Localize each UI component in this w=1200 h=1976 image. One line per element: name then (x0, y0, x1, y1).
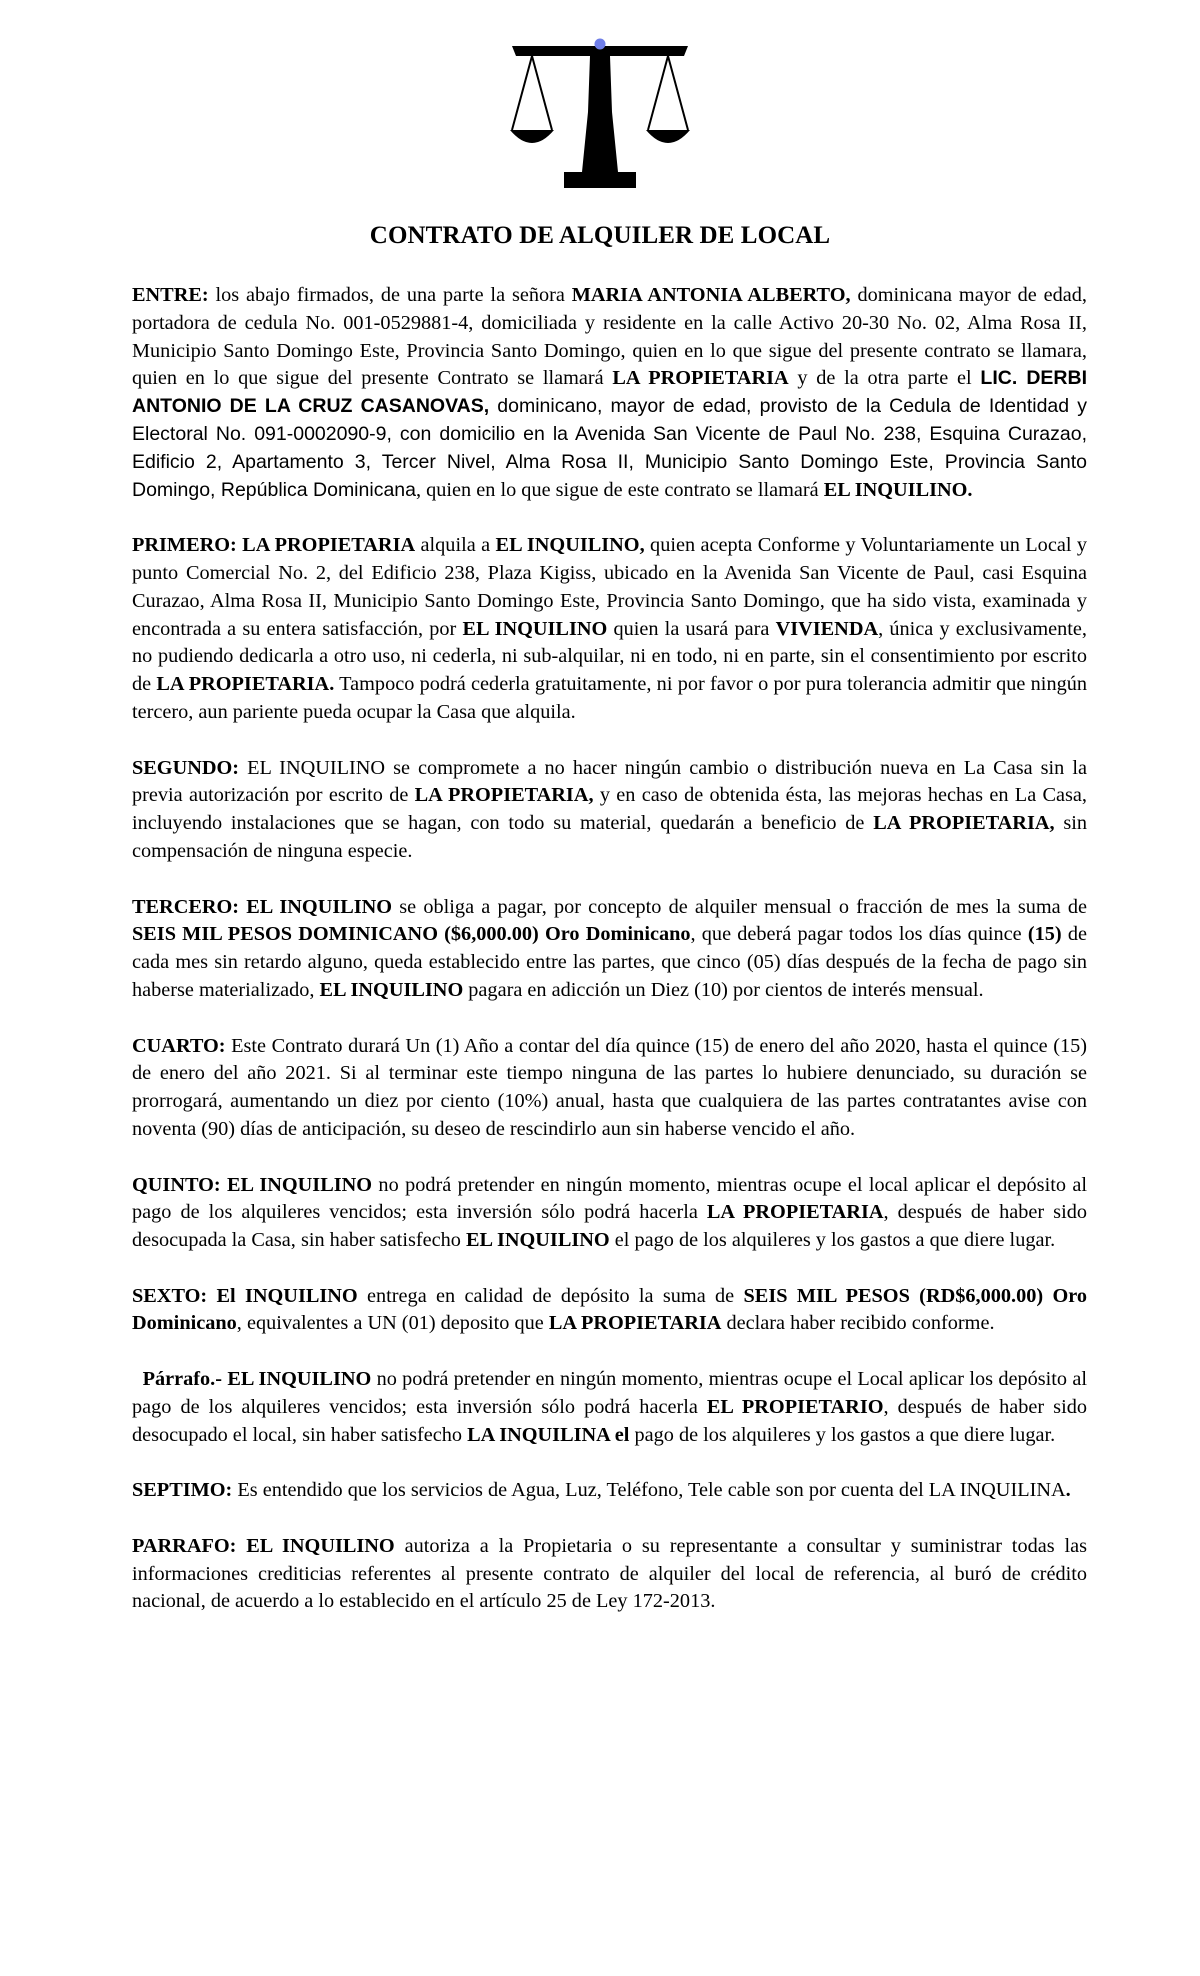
party-name: MARIA ANTONIA ALBERTO, (571, 284, 851, 306)
clause-text: , después de haber sido desocupado el local, sin haber satisfecho (132, 1395, 1087, 1446)
clause-text: , quien en lo que sigue de este contrato se llamará (415, 478, 824, 501)
party-role: EL INQUILINO (220, 1173, 373, 1196)
clause-label: ENTRE: (132, 284, 209, 306)
clause-cuarto (132, 1033, 1087, 1144)
party-role: LA PROPIETARIA, (414, 784, 594, 807)
party-role: EL INQUILINO (465, 1229, 610, 1252)
rent-amount: SEIS MIL PESOS DOMINICANO ($6,000.00) Oro Dominicano (132, 923, 691, 946)
clause-text: autoriza a la Propietaria o su representante a consultar y suministrar todas las informaciones crediticias referentes al presente contrato de alquiler del local de referencia, al buró de crédito nacional, de acuerdo a lo establecido en el artículo 25 de Ley 172-2013. (132, 1534, 1087, 1613)
party-role: LA INQUILINA el (467, 1423, 630, 1446)
clause-text: , después de haber sido desocupada la Casa, sin haber satisfecho (132, 1201, 1087, 1252)
document-title: CONTRATO DE ALQUILER DE LOCAL (369, 222, 831, 249)
clause-text: declara haber recibido conforme. (721, 1312, 995, 1335)
clause-label: PRIMERO: (132, 534, 237, 557)
party-role: EL INQUILINO (236, 1534, 395, 1557)
clause-text: no podrá pretender en ningún momento, mientras ocupe el Local aplicar los depósito al pago de los alquileres vencidos; esta inversión sólo podrá hacerla (132, 1368, 1087, 1418)
party-role: LA PROPIETARIA, (873, 812, 1055, 835)
clause-label: SEXTO: (132, 1284, 208, 1307)
party-role: EL INQUILINO, (495, 534, 645, 557)
clause-text: Es entendido que los servicios de Agua, Luz, Teléfono, Tele cable son por cuenta del LA INQUILINA (232, 1479, 1066, 1502)
document-body (132, 282, 1087, 1644)
clause-text: pagara en adicción un Diez (10) por cientos de interés mensual. (463, 978, 984, 1001)
party-role: LA PROPIETARIA (548, 1312, 722, 1335)
clause-label: SEGUNDO: (132, 756, 240, 779)
clause-text: se obliga a pagar, por concepto de alquiler mensual o fracción de mes la suma de (392, 895, 1087, 918)
clause-text: , equivalentes a UN (01) deposito que (236, 1312, 549, 1335)
party-role: LA PROPIETARIA (612, 367, 789, 390)
clause-label: Párrafo.- (142, 1368, 223, 1391)
clause-text: el pago de los alquileres y los gastos a que diere lugar. (609, 1229, 1056, 1252)
clause-text: entrega en calidad de depósito la suma de (357, 1284, 744, 1307)
clause-label: QUINTO: (132, 1173, 221, 1196)
clause-entre (132, 282, 1087, 504)
clause-text: y de la otra parte el (788, 367, 981, 390)
clause-text: alquila a (415, 534, 496, 557)
clause-text: quien la usará para (607, 617, 776, 640)
clause-text: de cada mes sin retardo alguno, queda establecido entre las partes, que cinco (05) días después de la fecha de pago sin haberse materializado, (132, 923, 1087, 1001)
party-role: LA PROPIETARIA (706, 1201, 884, 1224)
clause-text: Tampoco podrá cederla gratuitamente, ni por favor o por pura tolerancia admitir que ningún tercero, aun pariente pueda ocupar la Casa que alquila. (132, 673, 1088, 723)
clause-text: pago de los alquileres y los gastos a que diere lugar. (629, 1423, 1056, 1446)
clause-text: los abajo firmados, de una parte la señora (208, 284, 572, 306)
clause-text: Este Contrato durará Un (1) Año a contar del día quince (15) de enero del año 2020, hasta el quince (15) de enero del año 2021. Si al terminar este tiempo ninguna de las partes lo hubiere denunciado, su duración se prorrogará, aumentando un diez por ciento (10%) anual, hasta que cualquiera de las partes contratantes avise con noventa (90) días de anticipación, su deseo de rescindirlo aun sin haberse vencido el año. (132, 1034, 1087, 1140)
clause-segundo (132, 755, 1087, 866)
clause-label: SEPTIMO: (132, 1479, 233, 1502)
party-role: EL INQUILINO (239, 895, 393, 918)
clause-text: . (1065, 1479, 1071, 1502)
party-name: LIC. DERBI ANTONIO DE LA CRUZ CASANOVAS, (132, 367, 1088, 418)
deposit-amount: SEIS MIL PESOS (RD$6,000.00) Oro Dominicano (132, 1284, 1087, 1335)
clause-sexto (132, 1283, 1087, 1339)
party-role: LA PROPIETARIA. (156, 673, 335, 696)
party-role: LA PROPIETARIA (236, 534, 416, 557)
party-role: El INQUILINO (207, 1284, 358, 1307)
clause-text: EL INQUILINO se compromete a no hacer ningún cambio o distribución nueva en La Casa sin la previa autorización por escrito de (132, 756, 1087, 807)
scales-of-justice-icon (510, 38, 690, 190)
clause-text: dominicana mayor de edad, portadora de cedula No. 001-0529881-4, domiciliada y residente en la calle Activo 20-30 No. 02, Alma Rosa II, Municipio Santo Domingo Este, Provincia Santo Domingo, quien en lo que sigue del presente contrato se llamara, quien en lo que sigue del presente Contrato se llamará (132, 284, 1087, 390)
clause-tercero (132, 894, 1087, 1005)
party-role: EL INQUILINO (462, 617, 608, 640)
clause-text: y en caso de obtenida ésta, las mejoras hechas en La Casa, incluyendo instalaciones que se hagan, con todo su material, quedarán a beneficio de (132, 784, 1087, 835)
clause-text: quien acepta Conforme y Voluntariamente un Local y punto Comercial No. 2, del Edificio 238, Plaza Kigiss, ubicado en la Avenida San Vicente de Paul, casi Esquina Curazao, Alma Rosa II, Municipio Santo Domingo Este, Provincia Santo Domingo, que ha sido vista, examinada y encontrada a su entera satisfacción, por (132, 534, 1088, 640)
clause-text: sin compensación de ninguna especie. (132, 812, 1087, 862)
clause-quinto (132, 1172, 1087, 1255)
clause-parrafo-deposito (132, 1366, 1087, 1449)
party-role: EL PROPIETARIO (706, 1395, 884, 1418)
party-role: EL INQUILINO (319, 978, 464, 1001)
clause-septimo (132, 1477, 1087, 1505)
clause-text: , única y exclusivamente, no pudiendo dedicarla a otro uso, ni cederla, ni sub-alquilar, ni en todo, ni en parte, sin el consentimiento por escrito de (132, 617, 1087, 696)
party-role: EL INQUILINO. (823, 478, 973, 501)
clause-label: CUARTO: (132, 1034, 226, 1057)
clause-parrafo-credito (132, 1533, 1087, 1616)
clause-text: , que deberá pagar todos los días quince (690, 923, 1028, 946)
clause-label: PARRAFO: (132, 1534, 237, 1557)
usage-term: VIVIENDA (775, 617, 879, 640)
payment-day: (15) (1027, 923, 1062, 946)
clause-text: dominicano, mayor de edad, provisto de la Cedula de Identidad y Electoral No. 091-0002090-9, con domicilio en la Avenida San Vicente de Paul No. 238, Esquina Curazao, Edificio 2, Apartamento 3, Tercer Nivel, Alma Rosa II, Municipio Santo Domingo Este, Provincia Santo Domingo, República Dominicana (132, 395, 1087, 501)
clause-primero (132, 532, 1087, 727)
clause-text: no podrá pretender en ningún momento, mientras ocupe el local aplicar el depósito al pago de los alquileres vencidos; esta inversión sólo podrá hacerla (132, 1173, 1087, 1224)
clause-label: TERCERO: (132, 895, 240, 918)
party-role: EL INQUILINO (222, 1368, 372, 1391)
